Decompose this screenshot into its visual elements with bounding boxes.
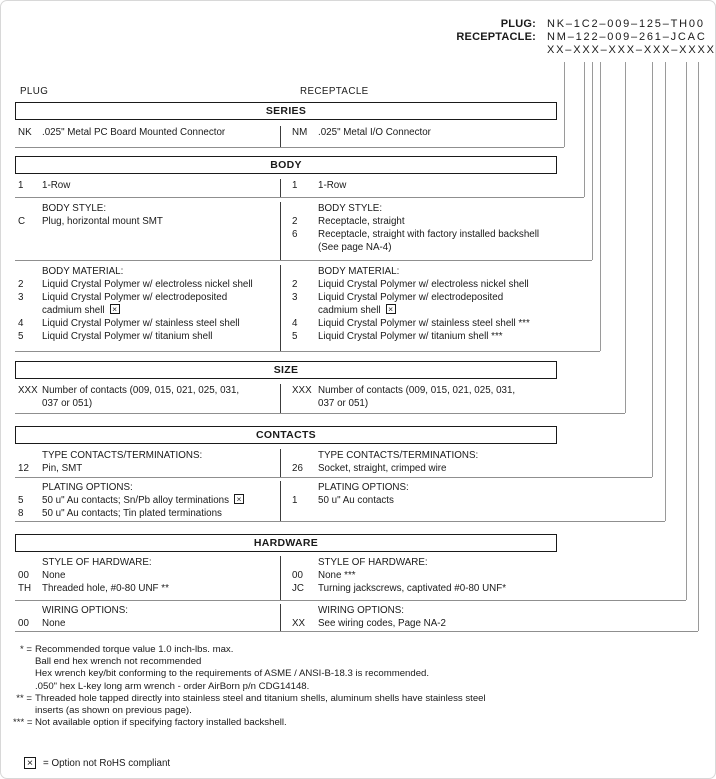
series-receptacle-column [280, 126, 557, 147]
footnotes [13, 644, 486, 729]
option-code: 2 [292, 216, 298, 227]
series-divider [15, 147, 564, 148]
footnote-line [13, 681, 486, 693]
group-label: BODY MATERIAL: [318, 266, 400, 277]
group-label: WIRING OPTIONS: [42, 605, 128, 616]
body-style-receptacle-column [280, 202, 557, 260]
connector-size-line [625, 62, 626, 413]
connector-body-style-line [592, 62, 593, 260]
option-desc-line2: cadmium shell × [318, 304, 557, 317]
hardware-style-group [15, 556, 557, 600]
option-desc-line2: 037 or 051) [318, 398, 369, 409]
contacts-type-receptacle-column [280, 449, 557, 477]
not-rohs-icon: × [24, 757, 36, 769]
option-code: 2 [292, 279, 298, 290]
connector-plating-line [665, 62, 666, 521]
option-code: 1 [292, 495, 298, 506]
wiring-divider [15, 631, 698, 632]
option-desc: 50 u" Au contacts; Tin plated terminations [42, 508, 222, 519]
option-desc: Pin, SMT [42, 463, 83, 474]
group-label: PLATING OPTIONS: [318, 482, 409, 493]
contacts-type-plug-column [15, 449, 280, 477]
group-label: BODY STYLE: [318, 203, 383, 214]
option-code: NM [292, 127, 308, 138]
hardware-section-title: HARDWARE [253, 537, 319, 549]
option-desc: None *** [318, 570, 356, 581]
not-rohs-icon: × [234, 494, 244, 504]
body-row-divider [15, 197, 584, 198]
contacts-type-group [15, 449, 557, 477]
option-row [292, 384, 557, 397]
option-code: 3 [18, 292, 24, 303]
body-style-plug-column [15, 202, 280, 260]
option-row-continuation [18, 304, 280, 317]
option-row-continuation [292, 397, 557, 410]
plating-divider [15, 521, 665, 522]
option-row [292, 494, 557, 507]
footnote-line [13, 717, 486, 729]
body-material-plug-column [15, 265, 280, 351]
body-style-group [15, 202, 557, 260]
option-desc: 1-Row [318, 180, 347, 191]
footnote-text: Not available option if specifying factory installed backshell. [35, 717, 287, 729]
option-code: 2 [18, 279, 24, 290]
body-row-receptacle-column [280, 179, 557, 197]
option-code: JC [292, 583, 304, 594]
option-code: XXX [18, 385, 38, 396]
group-label-row [292, 604, 557, 617]
option-row [292, 317, 557, 330]
size-receptacle-column [280, 384, 557, 413]
plug-label: PLUG: [500, 18, 536, 30]
option-code: 5 [18, 495, 24, 506]
contacts-section-title: CONTACTS [256, 429, 316, 441]
hardware-style-receptacle-column [280, 556, 557, 600]
group-label-row [292, 556, 557, 569]
size-divider [15, 413, 625, 414]
option-row [292, 617, 557, 630]
option-row [292, 330, 557, 343]
option-desc: Liquid Crystal Polymer w/ electroless nickel shell [42, 279, 253, 290]
option-desc: 50 u" Au contacts; Sn/Pb alloy terminations × [42, 494, 280, 507]
group-label: PLATING OPTIONS: [42, 482, 133, 493]
option-row [18, 494, 280, 507]
option-row [18, 582, 280, 595]
option-code: 4 [18, 318, 24, 329]
rohs-note-text: = Option not RoHS compliant [43, 757, 171, 769]
series-group [15, 126, 557, 147]
group-label: STYLE OF HARDWARE: [42, 557, 152, 568]
option-row [18, 291, 280, 304]
connector-body-material-line [600, 62, 601, 351]
footnote-marker: * = [19, 644, 32, 655]
footnote-text: Hex wrench key/bit conforming to the requirements of ASME / ANSI-B-18.3 is recommended. [35, 668, 430, 680]
series-section-title: SERIES [265, 105, 307, 117]
not-rohs-icon: × [386, 304, 396, 314]
footnote-text: Recommended torque value 1.0 inch-lbs. max. [35, 644, 234, 655]
option-code: XXX [292, 385, 312, 396]
footnote-line [13, 693, 486, 705]
contacts-section-box [15, 426, 557, 444]
option-row-continuation [292, 304, 557, 317]
footnote-marker [13, 668, 32, 680]
footnote-text: Ball end hex wrench not recommended [35, 656, 202, 668]
option-row [18, 569, 280, 582]
body-row-plug-column [15, 179, 280, 197]
body-material-group [15, 265, 557, 351]
receptacle-column-header: RECEPTACLE [300, 86, 369, 97]
footnote-line [13, 668, 486, 680]
hardware-style-plug-column [15, 556, 280, 600]
option-code: 1 [292, 180, 298, 191]
plug-part-number-row [356, 18, 716, 31]
option-desc: See wiring codes, Page NA-2 [318, 618, 446, 629]
option-code: 3 [292, 292, 298, 303]
group-label-row [292, 449, 557, 462]
option-code: TH [18, 583, 32, 594]
footnote-text: inserts (as shown on previous page). [35, 705, 192, 717]
group-label: TYPE CONTACTS/TERMINATIONS: [42, 450, 203, 461]
option-code: 1 [18, 180, 24, 191]
option-desc: Liquid Crystal Polymer w/ titanium shell [42, 331, 213, 342]
option-desc: Liquid Crystal Polymer w/ stainless steel shell *** [318, 318, 530, 329]
option-row [292, 569, 557, 582]
option-desc: Liquid Crystal Polymer w/ stainless steel shell [42, 318, 240, 329]
option-row [292, 462, 557, 475]
series-plug-column [15, 126, 280, 147]
option-code: 5 [18, 331, 24, 342]
connector-wiring-line [698, 62, 699, 631]
option-row [18, 317, 280, 330]
body-section-box [15, 156, 557, 174]
group-label-row [292, 202, 557, 215]
option-code: 00 [292, 570, 303, 581]
group-label: BODY MATERIAL: [42, 266, 124, 277]
option-row [18, 462, 280, 475]
option-desc: .025" Metal PC Board Mounted Connector [42, 127, 226, 138]
body-material-divider [15, 351, 600, 352]
option-code: NK [18, 127, 32, 138]
option-desc: Receptacle, straight [318, 216, 405, 227]
hardware-section-box [15, 534, 557, 552]
footnote-line [13, 644, 486, 656]
option-desc: 1-Row [42, 180, 71, 191]
option-code: 00 [18, 618, 29, 629]
option-row-continuation [292, 241, 557, 254]
group-label-row [18, 202, 280, 215]
option-desc-line2: (See page NA-4) [318, 242, 392, 253]
rohs-note [24, 757, 170, 769]
option-desc: 50 u" Au contacts [318, 495, 394, 506]
footnote-marker [13, 656, 32, 668]
option-desc: Liquid Crystal Polymer w/ electroless nickel shell [318, 279, 529, 290]
group-label-row [18, 449, 280, 462]
receptacle-label: RECEPTACLE: [456, 31, 536, 43]
footnote-marker: ** = [16, 692, 32, 704]
option-desc: Liquid Crystal Polymer w/ titanium shell *** [318, 331, 503, 342]
part-number-mask: XX–XXX–XXX–XXX–XXXX [547, 44, 716, 56]
plug-part-number: NK–1C2–009–125–TH00 [547, 18, 705, 30]
plating-receptacle-column [280, 481, 557, 521]
option-desc: None [42, 618, 66, 629]
option-desc: .025" Metal I/O Connector [318, 127, 431, 138]
group-label: TYPE CONTACTS/TERMINATIONS: [318, 450, 479, 461]
receptacle-part-number: NM–122–009–261–JCAC [547, 31, 707, 43]
option-row [292, 228, 557, 241]
not-rohs-icon: × [110, 304, 120, 314]
option-code: XX [292, 618, 306, 629]
option-desc-line2: 037 or 051) [42, 398, 93, 409]
option-desc: Number of contacts (009, 015, 021, 025, 031, [42, 385, 240, 396]
option-code: 5 [292, 331, 298, 342]
size-plug-column [15, 384, 280, 413]
option-row [18, 278, 280, 291]
group-label: WIRING OPTIONS: [318, 605, 404, 616]
footnote-text: .050" hex L-key long arm wrench - order AirBorn p/n CDG14148. [35, 680, 310, 692]
option-desc: None [42, 570, 66, 581]
option-row [292, 126, 557, 139]
option-row [18, 126, 280, 139]
option-desc: Liquid Crystal Polymer w/ electrodeposited [42, 292, 228, 303]
plating-plug-column [15, 481, 280, 521]
wiring-receptacle-column [280, 604, 557, 631]
contacts-type-divider [15, 477, 652, 478]
option-desc: Socket, straight, crimped wire [318, 463, 447, 474]
option-desc: Number of contacts (009, 015, 021, 025, 031, [318, 385, 516, 396]
group-label: STYLE OF HARDWARE: [318, 557, 428, 568]
option-desc: Turning jackscrews, captivated #0-80 UNF* [318, 583, 507, 594]
option-row [292, 291, 557, 304]
connector-body-row-line [584, 62, 585, 197]
option-code: 8 [18, 508, 24, 519]
option-row [18, 617, 280, 630]
option-row [18, 507, 280, 520]
option-row [18, 179, 280, 192]
hardware-wiring-group [15, 604, 557, 631]
group-label-row [18, 604, 280, 617]
body-style-divider [15, 260, 592, 261]
plug-column-header: PLUG [20, 86, 49, 97]
group-label-row [18, 556, 280, 569]
option-desc: Receptacle, straight with factory installed backshell [318, 229, 540, 240]
option-code: 00 [18, 570, 29, 581]
footnote-text: Threaded hole tapped directly into stainless steel and titanium shells, aluminum shells have stainless steel [35, 692, 486, 704]
option-code: C [18, 216, 26, 227]
option-code: 6 [292, 229, 298, 240]
group-label: BODY STYLE: [42, 203, 107, 214]
mask-label-spacer [356, 44, 536, 57]
size-section-box [15, 361, 557, 379]
wiring-plug-column [15, 604, 280, 631]
footnote-marker: *** = [13, 717, 33, 729]
option-row [292, 278, 557, 291]
footnote-marker [13, 681, 32, 693]
footnote-marker [13, 705, 32, 717]
size-group [15, 384, 557, 413]
option-row [292, 179, 557, 192]
option-row [18, 384, 280, 397]
series-section-box [15, 102, 557, 120]
option-row [292, 215, 557, 228]
option-code: 26 [292, 463, 303, 474]
connector-hardware-style-line [686, 62, 687, 600]
option-desc-line2: cadmium shell × [42, 304, 280, 317]
footnote-line [13, 705, 486, 717]
receptacle-part-number-row [356, 31, 716, 44]
connector-series-line [564, 62, 565, 147]
group-label-row [18, 265, 280, 278]
contacts-plating-group [15, 481, 557, 521]
option-desc: Liquid Crystal Polymer w/ electrodeposited [318, 292, 504, 303]
option-desc: Threaded hole, #0-80 UNF ** [42, 583, 169, 594]
size-section-title: SIZE [273, 364, 299, 376]
option-row [292, 582, 557, 595]
group-label-row [292, 481, 557, 494]
body-row-group [15, 179, 557, 197]
body-material-receptacle-column [280, 265, 557, 351]
group-label-row [292, 265, 557, 278]
group-label-row [18, 481, 280, 494]
body-section-title: BODY [270, 159, 302, 171]
option-row-continuation [18, 397, 280, 410]
connector-contacts-type-line [652, 62, 653, 477]
option-desc: Plug, horizontal mount SMT [42, 216, 163, 227]
option-code: 4 [292, 318, 298, 329]
part-number-mask-row [356, 44, 716, 57]
option-row [18, 330, 280, 343]
hardware-style-divider [15, 600, 686, 601]
footnote-line [13, 656, 486, 668]
option-code: 12 [18, 463, 29, 474]
option-row [18, 215, 280, 228]
